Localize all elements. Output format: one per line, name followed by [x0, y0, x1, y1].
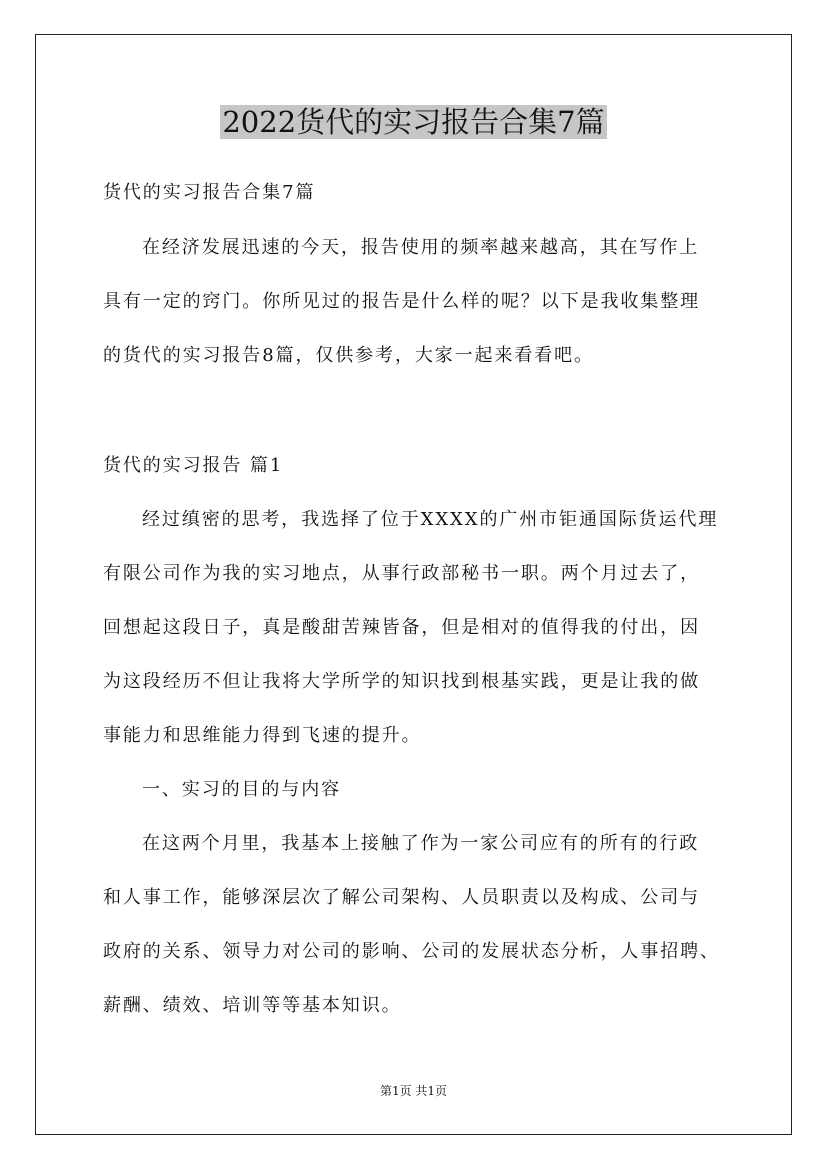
- intro-line-1: 在经济发展迅速的今天，报告使用的频率越来越高，其在写作上: [142, 237, 700, 258]
- para2-line-1: 在这两个月里，我基本上接触了作为一家公司应有的所有的行政: [142, 833, 700, 854]
- para1-line-2: 有限公司作为我的实习地点，从事行政部秘书一职。两个月过去了，: [103, 563, 700, 584]
- para2-line-3: 政府的关系、领导力对公司的影响、公司的发展状态分析，人事招聘、: [103, 941, 720, 962]
- intro-line-2: 具有一定的窍门。你所见过的报告是什么样的呢？以下是我收集整理: [103, 291, 700, 312]
- document-subtitle: 货代的实习报告合集7篇: [103, 182, 316, 203]
- para1-line-3: 回想起这段日子，真是酸甜苦辣皆备，但是相对的值得我的付出，因: [103, 617, 700, 638]
- page-footer: 第1页 共1页: [379, 1084, 448, 1098]
- sub-heading: 一、实习的目的与内容: [142, 779, 341, 800]
- para2-line-4: 薪酬、绩效、培训等等基本知识。: [103, 995, 402, 1016]
- para1-line-4: 为这段经历不但让我将大学所学的知识找到根基实践，更是让我的做: [103, 671, 700, 692]
- section-heading: 货代的实习报告 篇1: [103, 455, 284, 476]
- intro-line-3: 的货代的实习报告8篇，仅供参考，大家一起来看看吧。: [103, 345, 594, 366]
- document-title-text: 2022货代的实习报告合集7篇: [222, 105, 605, 139]
- para1-line-1: 经过缜密的思考，我选择了位于XXXX的广州市钜通国际货运代理: [142, 509, 719, 530]
- para1-line-5: 事能力和思维能力得到飞速的提升。: [103, 725, 422, 746]
- para2-line-2: 和人事工作，能够深层次了解公司架构、人员职责以及构成、公司与: [103, 887, 700, 908]
- document-title: [0, 100, 827, 144]
